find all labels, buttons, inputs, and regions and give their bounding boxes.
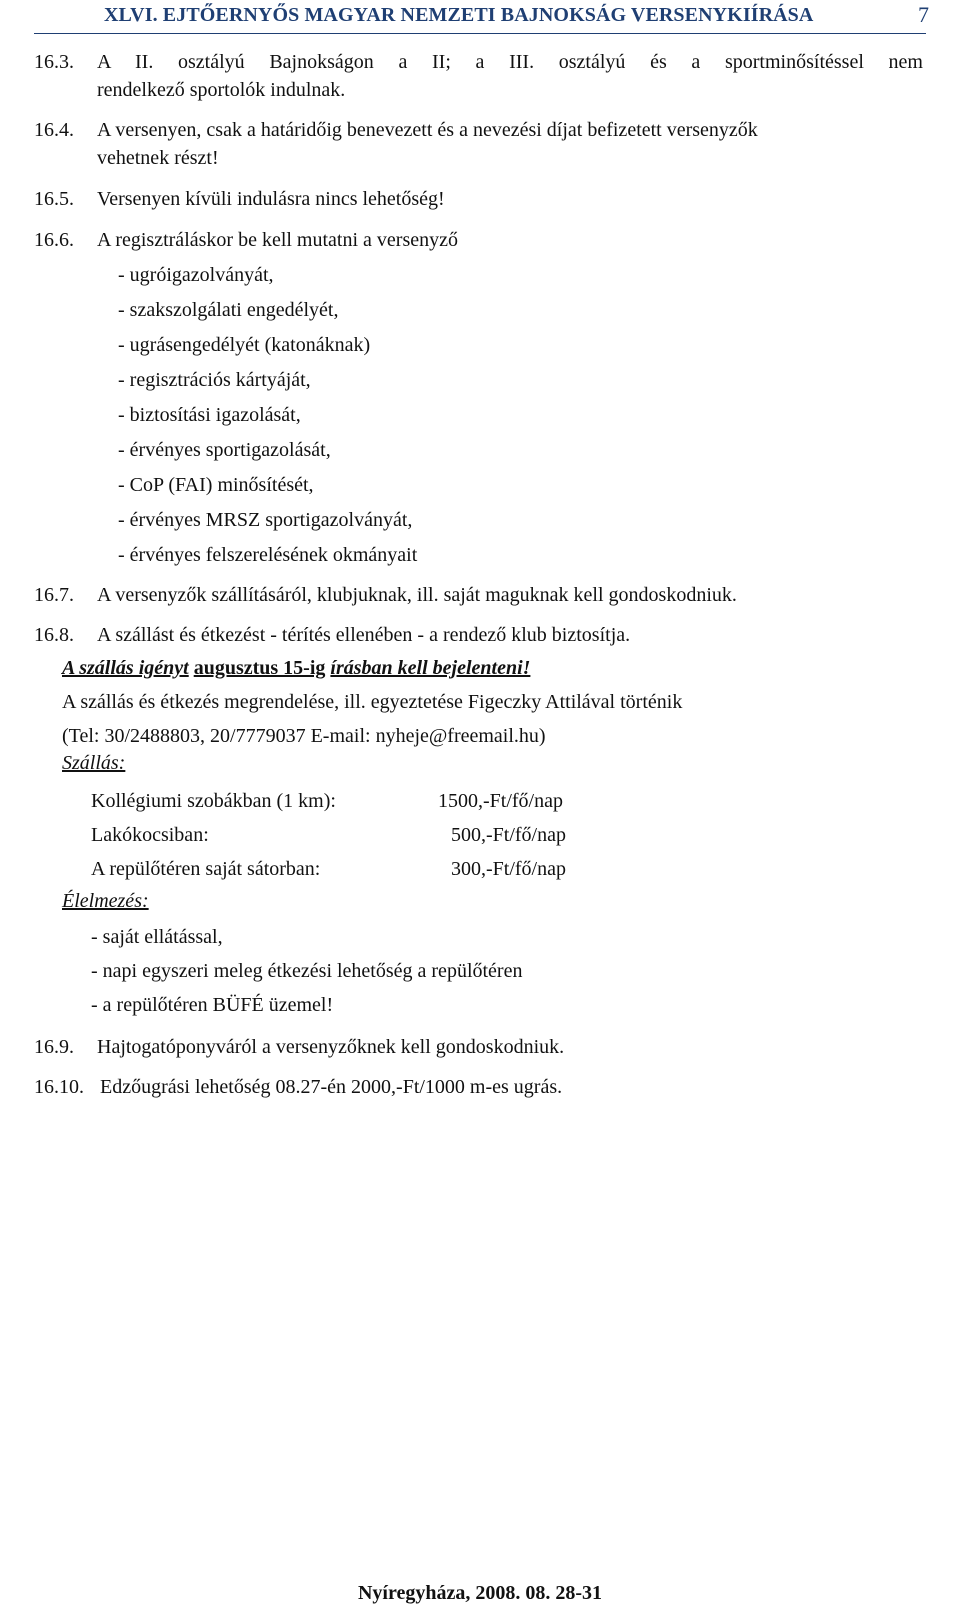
food-heading: Élelmezés: [62, 890, 149, 912]
list-item: - ugróigazolványát, [118, 264, 274, 286]
section-16-5-text: Versenyen kívüli indulásra nincs lehetőség! [97, 188, 445, 210]
lodging-price: 1500,-Ft/fő/nap [438, 790, 563, 812]
section-number: 16.4. [34, 119, 74, 141]
section-16-6-text: A regisztráláskor be kell mutatni a versenyző [97, 229, 458, 251]
document-footer: Nyíregyháza, 2008. 08. 28-31 [357, 1582, 603, 1604]
list-item: - szakszolgálati engedélyét, [118, 299, 339, 321]
list-item: - regisztrációs kártyáját, [118, 369, 311, 391]
list-item: - érvényes felszerelésének okmányait [118, 544, 418, 566]
list-item: - CoP (FAI) minősítését, [118, 474, 314, 496]
lodging-place: Lakókocsiban: [91, 824, 209, 846]
section-16-9-text: Hajtogatóponyváról a versenyzőknek kell gondoskodniuk. [97, 1036, 565, 1058]
page-number: 7 [918, 2, 929, 27]
section-16-8-text: A szállást és étkezést - térítés ellenében - a rendező klub biztosítja. [97, 624, 631, 646]
section-16-3-line1: A II. osztályú Bajnokságon a II; a III. osztályú és a sportminősítéssel nem [97, 51, 923, 73]
notice-part-1: A szállás igényt [62, 657, 189, 679]
list-item: - érvényes sportigazolását, [118, 439, 331, 461]
section-number: 16.10. [34, 1076, 84, 1098]
lodging-price: 500,-Ft/fő/nap [451, 824, 566, 846]
lodging-place: A repülőtéren saját sátorban: [91, 858, 321, 880]
section-number: 16.8. [34, 624, 74, 646]
list-item: - érvényes MRSZ sportigazolványát, [118, 509, 413, 531]
lodging-place: Kollégiumi szobákban (1 km): [91, 790, 336, 812]
lodging-price: 300,-Ft/fő/nap [451, 858, 566, 880]
section-16-3-line2: rendelkező sportolók indulnak. [97, 79, 346, 101]
notice-part-2: augusztus 15-ig [193, 657, 326, 679]
list-item: - biztosítási igazolását, [118, 404, 301, 426]
section-number: 16.7. [34, 584, 74, 606]
section-number: 16.3. [34, 51, 74, 73]
booking-deadline-notice [62, 656, 530, 680]
section-16-10-text: Edzőugrási lehetőség 08.27-én 2000,-Ft/1000 m-es ugrás. [100, 1076, 563, 1098]
food-item: - a repülőtéren BÜFÉ üzemel! [91, 994, 334, 1016]
order-line: A szállás és étkezés megrendelése, ill. egyeztetése Figeczky Attilával történik [62, 691, 683, 713]
list-item: - ugrásengedélyét (katonáknak) [118, 334, 371, 356]
section-number: 16.6. [34, 229, 74, 251]
header-divider [34, 33, 926, 34]
notice-part-3: írásban kell bejelenteni! [330, 657, 531, 679]
section-16-7-text: A versenyzők szállításáról, klubjuknak, ill. saját maguknak kell gondoskodniuk. [97, 584, 737, 606]
lodging-heading: Szállás: [62, 752, 126, 774]
section-number: 16.9. [34, 1036, 74, 1058]
section-16-4-line2: vehetnek részt! [97, 147, 219, 169]
section-number: 16.5. [34, 188, 74, 210]
section-16-4-line1: A versenyen, csak a határidőig benevezett és a nevezési díjat befizetett versenyzők [97, 119, 758, 141]
food-item: - saját ellátással, [91, 926, 223, 948]
food-item: - napi egyszeri meleg étkezési lehetőség a repülőtéren [91, 960, 523, 982]
contact-line: (Tel: 30/2488803, 20/7779037 E-mail: nyheje@freemail.hu) [62, 725, 546, 747]
document-header: XLVI. EJTŐERNYŐS MAGYAR NEMZETI BAJNOKSÁG VERSENYKIÍRÁSA [104, 4, 814, 26]
